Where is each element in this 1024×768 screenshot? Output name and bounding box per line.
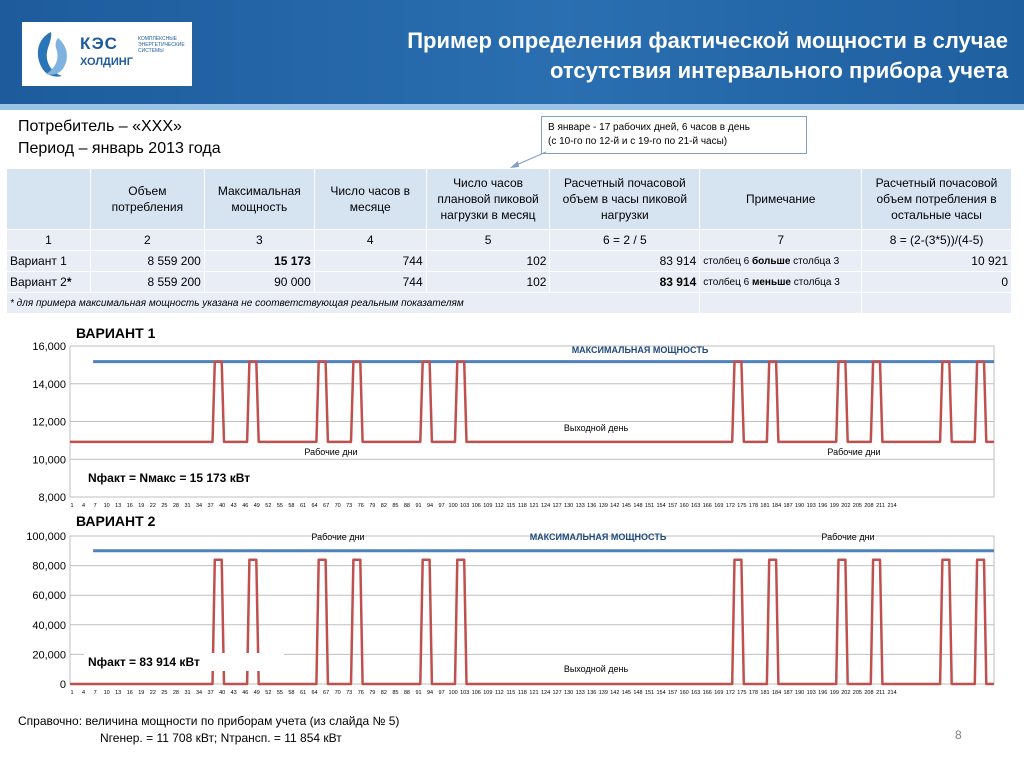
column-number: 6 = 2 / 5 bbox=[550, 230, 700, 251]
column-number: 4 bbox=[314, 230, 426, 251]
x-tick-label: 70 bbox=[334, 503, 341, 509]
x-tick-label: 112 bbox=[494, 690, 504, 696]
annotation-label: Рабочие дни bbox=[304, 447, 358, 457]
x-tick-label: 145 bbox=[621, 690, 631, 696]
x-tick-label: 196 bbox=[818, 690, 828, 696]
x-tick-label: 103 bbox=[460, 690, 470, 696]
x-tick-label: 100 bbox=[448, 690, 458, 696]
header-cell: Число часов в месяце bbox=[314, 169, 426, 230]
empty-cell bbox=[862, 293, 1012, 314]
x-tick-label: 178 bbox=[748, 690, 759, 696]
annotation-label: Рабочие дни bbox=[821, 532, 875, 542]
chart-variant-2 bbox=[8, 512, 1008, 702]
x-tick-label: 31 bbox=[184, 690, 191, 696]
x-tick-label: 40 bbox=[219, 503, 226, 509]
x-tick-label: 109 bbox=[483, 503, 493, 509]
x-tick-label: 64 bbox=[311, 503, 318, 509]
x-tick-label: 58 bbox=[288, 503, 295, 509]
table-header-row bbox=[7, 169, 1012, 230]
other-hours-cell: 10 921 bbox=[862, 251, 1012, 272]
x-tick-label: 61 bbox=[299, 503, 307, 509]
volume-cell: 8 559 200 bbox=[90, 251, 204, 272]
x-tick-label: 184 bbox=[771, 503, 782, 509]
table-footnote: * для примера максимальная мощность указана не соответствующая реальным показателям bbox=[7, 293, 700, 314]
logo-tagline: КОМПЛЕКСНЫЕ ЭНЕРГЕТИЧЕСКИЕ СИСТЕМЫ bbox=[138, 36, 185, 54]
x-tick-label: 118 bbox=[518, 503, 527, 509]
x-tick-label: 10 bbox=[103, 690, 110, 696]
x-tick-label: 157 bbox=[668, 503, 678, 509]
x-tick-label: 142 bbox=[610, 690, 620, 696]
annotation-label: Рабочие дни bbox=[827, 447, 881, 457]
x-tick-label: 118 bbox=[518, 690, 527, 696]
x-tick-label: 25 bbox=[161, 503, 168, 509]
header-cell: Расчетный почасовой объем в часы пиковой нагрузки bbox=[550, 169, 700, 230]
power-cell: 90 000 bbox=[204, 272, 314, 293]
x-tick-label: 19 bbox=[138, 503, 145, 509]
chart-svg bbox=[8, 512, 1008, 702]
x-tick-label: 211 bbox=[876, 690, 885, 696]
peak-hours-cell: 102 bbox=[426, 272, 550, 293]
x-tick-label: 175 bbox=[737, 690, 747, 696]
annotation-label: Рабочие дни bbox=[311, 532, 365, 542]
x-tick-label: 85 bbox=[392, 503, 399, 509]
hours-cell: 744 bbox=[314, 272, 426, 293]
power-result-label: Nфакт = 83 914 кВт bbox=[88, 655, 200, 669]
x-tick-label: 214 bbox=[887, 503, 897, 509]
x-tick-label: 202 bbox=[841, 690, 851, 696]
x-tick-label: 16 bbox=[126, 690, 133, 696]
y-tick-label: 60,000 bbox=[32, 590, 66, 603]
x-tick-label: 46 bbox=[242, 503, 249, 509]
header-cell: Число часов плановой пиковой нагрузки в месяц bbox=[426, 169, 550, 230]
empty-cell bbox=[700, 293, 862, 314]
y-tick-label: 80,000 bbox=[32, 560, 66, 573]
x-tick-label: 13 bbox=[115, 690, 122, 696]
footnote-row bbox=[7, 293, 1012, 314]
other-hours-cell: 0 bbox=[862, 272, 1012, 293]
y-tick-label: 16,000 bbox=[32, 341, 66, 353]
slide-title bbox=[248, 26, 1008, 86]
x-tick-label: 154 bbox=[656, 690, 666, 696]
chart-title: ВАРИАНТ 2 bbox=[76, 513, 156, 529]
variant-label: Вариант 2 bbox=[10, 275, 67, 289]
header-cell bbox=[7, 169, 91, 230]
x-tick-label: 7 bbox=[93, 503, 97, 509]
x-tick-label: 187 bbox=[783, 690, 793, 696]
x-tick-label: 121 bbox=[529, 503, 539, 509]
logo-subtitle: ХОЛДИНГ bbox=[80, 56, 133, 68]
x-tick-label: 97 bbox=[438, 690, 445, 696]
x-tick-label: 40 bbox=[219, 690, 226, 696]
callout-line-1: В январе - 17 рабочих дней, 6 часов в день bbox=[548, 122, 750, 133]
x-tick-label: 193 bbox=[806, 503, 816, 509]
x-tick-label: 13 bbox=[115, 503, 122, 509]
x-tick-label: 196 bbox=[818, 503, 828, 509]
y-tick-label: 12,000 bbox=[32, 416, 66, 429]
column-number: 5 bbox=[426, 230, 550, 251]
x-tick-label: 37 bbox=[207, 503, 214, 509]
max-power-label: МАКСИМАЛЬНАЯ МОЩНОСТЬ bbox=[529, 532, 667, 542]
annotation-label: Выходной день bbox=[563, 664, 629, 674]
calculation-table bbox=[6, 168, 1012, 314]
x-tick-label: 16 bbox=[126, 503, 133, 509]
x-tick-label: 64 bbox=[311, 690, 318, 696]
x-tick-label: 28 bbox=[172, 690, 180, 696]
x-tick-label: 85 bbox=[392, 690, 399, 696]
x-tick-label: 43 bbox=[230, 690, 237, 696]
title-line-1: Пример определения фактической мощности в случае bbox=[407, 28, 1008, 53]
y-tick-label: 10,000 bbox=[32, 454, 66, 467]
working-days-callout bbox=[541, 116, 807, 154]
x-tick-label: 43 bbox=[230, 503, 237, 509]
reference-line-1: Справочно: величина мощности по приборам учета (из слайда № 5) bbox=[18, 714, 400, 728]
x-tick-label: 88 bbox=[403, 690, 411, 696]
column-number-row bbox=[7, 230, 1012, 251]
header-cell: Расчетный почасовой объем потребления в остальные часы bbox=[862, 169, 1012, 230]
x-tick-label: 151 bbox=[644, 503, 655, 509]
hourly-peak-cell: 83 914 bbox=[550, 272, 700, 293]
reference-line-2: Nгенер. = 11 708 кВт; Nтрансп. = 11 854 кВт bbox=[100, 731, 342, 745]
page-number: 8 bbox=[955, 728, 962, 742]
x-tick-label: 1 bbox=[70, 503, 74, 509]
x-tick-label: 169 bbox=[714, 690, 724, 696]
note-emphasis: больше bbox=[751, 255, 791, 267]
x-tick-label: 181 bbox=[760, 503, 770, 509]
x-tick-label: 151 bbox=[644, 690, 655, 696]
annotation-label: Выходной день bbox=[563, 423, 629, 433]
column-number: 2 bbox=[90, 230, 204, 251]
x-tick-label: 76 bbox=[357, 690, 364, 696]
x-tick-label: 127 bbox=[552, 690, 562, 696]
x-tick-label: 154 bbox=[656, 503, 666, 509]
slide-header bbox=[0, 0, 1024, 104]
x-tick-label: 76 bbox=[357, 503, 364, 509]
x-tick-label: 193 bbox=[806, 690, 816, 696]
x-tick-label: 82 bbox=[380, 690, 387, 696]
y-tick-label: 14,000 bbox=[32, 378, 66, 391]
x-tick-label: 163 bbox=[691, 503, 701, 509]
x-tick-label: 49 bbox=[253, 503, 260, 509]
x-tick-label: 124 bbox=[540, 690, 551, 696]
x-tick-label: 61 bbox=[299, 690, 307, 696]
note-cell bbox=[700, 251, 862, 272]
x-tick-label: 115 bbox=[506, 503, 516, 509]
logo-swirl-icon bbox=[28, 28, 74, 80]
column-number: 3 bbox=[204, 230, 314, 251]
x-tick-label: 109 bbox=[483, 690, 493, 696]
x-tick-label: 31 bbox=[184, 503, 191, 509]
variant-label: Вариант 1 bbox=[10, 254, 67, 268]
y-tick-label: 100,000 bbox=[26, 531, 66, 543]
y-tick-label: 0 bbox=[59, 679, 66, 691]
x-tick-label: 91 bbox=[415, 503, 422, 509]
hourly-peak-cell: 83 914 bbox=[550, 251, 700, 272]
column-number: 7 bbox=[700, 230, 862, 251]
x-tick-label: 169 bbox=[714, 503, 724, 509]
chart-svg bbox=[8, 322, 1008, 514]
x-tick-label: 205 bbox=[852, 503, 862, 509]
variant-name bbox=[7, 272, 91, 293]
header-cell: Примечание bbox=[700, 169, 862, 230]
x-tick-label: 205 bbox=[852, 690, 862, 696]
x-tick-label: 22 bbox=[149, 503, 156, 509]
x-tick-label: 46 bbox=[242, 690, 249, 696]
header-cell: Максимальная мощность bbox=[204, 169, 314, 230]
x-tick-label: 157 bbox=[668, 690, 678, 696]
x-tick-label: 172 bbox=[725, 690, 735, 696]
x-tick-label: 79 bbox=[369, 690, 376, 696]
variant-star: * bbox=[66, 275, 72, 289]
x-tick-label: 160 bbox=[679, 690, 689, 696]
x-tick-label: 34 bbox=[195, 690, 203, 696]
x-tick-label: 73 bbox=[346, 690, 353, 696]
x-tick-label: 166 bbox=[702, 690, 712, 696]
x-tick-label: 52 bbox=[265, 690, 272, 696]
logo-name: КЭС bbox=[80, 34, 118, 53]
x-tick-label: 94 bbox=[426, 503, 434, 509]
x-tick-label: 214 bbox=[887, 690, 897, 696]
max-power-label: МАКСИМАЛЬНАЯ МОЩНОСТЬ bbox=[571, 345, 709, 355]
note-text: столбец 6 bbox=[703, 255, 752, 267]
x-tick-label: 121 bbox=[529, 690, 539, 696]
callout-line-2: (с 10-го по 12-й и с 19-го по 21-й часы) bbox=[548, 136, 728, 147]
x-tick-label: 208 bbox=[864, 503, 874, 509]
x-tick-label: 127 bbox=[552, 503, 562, 509]
x-tick-label: 148 bbox=[633, 690, 643, 696]
table-row bbox=[7, 251, 1012, 272]
x-tick-label: 67 bbox=[323, 503, 330, 509]
x-tick-label: 199 bbox=[829, 503, 839, 509]
x-tick-label: 130 bbox=[564, 503, 574, 509]
peak-hours-cell: 102 bbox=[426, 251, 550, 272]
note-text: столбца 3 bbox=[791, 276, 840, 288]
x-tick-label: 22 bbox=[149, 690, 156, 696]
variant-name bbox=[7, 251, 91, 272]
x-tick-label: 130 bbox=[564, 690, 574, 696]
note-text: столбца 3 bbox=[790, 255, 840, 267]
x-tick-label: 166 bbox=[702, 503, 712, 509]
x-tick-label: 19 bbox=[138, 690, 145, 696]
chart-title: ВАРИАНТ 1 bbox=[76, 325, 156, 341]
x-tick-label: 25 bbox=[161, 690, 168, 696]
period-line: Период – январь 2013 года bbox=[18, 140, 221, 157]
x-tick-label: 136 bbox=[587, 690, 597, 696]
x-tick-label: 82 bbox=[380, 503, 387, 509]
chart-variant-1 bbox=[8, 322, 1008, 514]
x-tick-label: 70 bbox=[334, 690, 341, 696]
x-tick-label: 178 bbox=[748, 503, 759, 509]
x-tick-label: 139 bbox=[598, 690, 608, 696]
power-cell: 15 173 bbox=[204, 251, 314, 272]
note-emphasis: меньше bbox=[751, 276, 791, 288]
x-tick-label: 133 bbox=[575, 503, 585, 509]
x-tick-label: 139 bbox=[598, 503, 608, 509]
callout-arrow-icon bbox=[500, 150, 550, 170]
x-tick-label: 124 bbox=[540, 503, 551, 509]
y-tick-label: 8,000 bbox=[38, 492, 66, 504]
x-tick-label: 208 bbox=[864, 690, 874, 696]
x-tick-label: 211 bbox=[876, 503, 885, 509]
consumer-info bbox=[18, 116, 221, 160]
x-tick-label: 49 bbox=[253, 690, 260, 696]
x-tick-label: 1 bbox=[70, 690, 74, 696]
company-logo bbox=[22, 22, 192, 86]
x-tick-label: 10 bbox=[103, 503, 110, 509]
x-tick-label: 172 bbox=[725, 503, 735, 509]
x-tick-label: 91 bbox=[415, 690, 422, 696]
x-tick-label: 136 bbox=[587, 503, 597, 509]
y-tick-label: 20,000 bbox=[32, 649, 66, 662]
title-line-2: отсутствия интервального прибора учета bbox=[549, 58, 1008, 83]
x-tick-label: 94 bbox=[426, 690, 434, 696]
x-tick-label: 187 bbox=[783, 503, 793, 509]
hours-cell: 744 bbox=[314, 251, 426, 272]
x-tick-label: 79 bbox=[369, 503, 376, 509]
x-tick-label: 28 bbox=[172, 503, 180, 509]
column-number: 8 = (2-(3*5))/(4-5) bbox=[862, 230, 1012, 251]
header-cell: Объем потребления bbox=[90, 169, 204, 230]
x-tick-label: 202 bbox=[841, 503, 851, 509]
x-tick-label: 55 bbox=[276, 690, 283, 696]
x-tick-label: 199 bbox=[829, 690, 839, 696]
x-tick-label: 73 bbox=[346, 503, 353, 509]
consumer-line: Потребитель – «ХХХ» bbox=[18, 118, 182, 135]
x-tick-label: 55 bbox=[276, 503, 283, 509]
x-tick-label: 160 bbox=[679, 503, 689, 509]
x-tick-label: 97 bbox=[438, 503, 445, 509]
x-tick-label: 148 bbox=[633, 503, 643, 509]
x-tick-label: 190 bbox=[795, 690, 805, 696]
x-tick-label: 106 bbox=[471, 690, 481, 696]
x-tick-label: 184 bbox=[771, 690, 782, 696]
x-tick-label: 142 bbox=[610, 503, 620, 509]
power-result-label: Nфакт = Nмакс = 15 173 кВт bbox=[88, 471, 251, 485]
x-tick-label: 52 bbox=[265, 503, 272, 509]
x-tick-label: 145 bbox=[621, 503, 631, 509]
x-tick-label: 34 bbox=[195, 503, 203, 509]
y-tick-label: 40,000 bbox=[32, 619, 66, 632]
x-tick-label: 67 bbox=[323, 690, 330, 696]
x-tick-label: 100 bbox=[448, 503, 458, 509]
x-tick-label: 4 bbox=[82, 503, 86, 509]
x-tick-label: 175 bbox=[737, 503, 747, 509]
note-cell bbox=[700, 272, 862, 293]
note-text: столбец 6 bbox=[703, 276, 752, 288]
volume-cell: 8 559 200 bbox=[90, 272, 204, 293]
x-tick-label: 112 bbox=[494, 503, 504, 509]
x-tick-label: 106 bbox=[471, 503, 481, 509]
x-tick-label: 115 bbox=[506, 690, 516, 696]
header-stripe bbox=[0, 104, 1024, 110]
reference-note bbox=[18, 713, 399, 747]
x-tick-label: 4 bbox=[82, 690, 86, 696]
column-number: 1 bbox=[7, 230, 91, 251]
x-tick-label: 88 bbox=[403, 503, 411, 509]
x-tick-label: 7 bbox=[93, 690, 97, 696]
x-tick-label: 37 bbox=[207, 690, 214, 696]
x-tick-label: 190 bbox=[795, 503, 805, 509]
x-tick-label: 103 bbox=[460, 503, 470, 509]
x-tick-label: 58 bbox=[288, 690, 295, 696]
table-row bbox=[7, 272, 1012, 293]
x-tick-label: 163 bbox=[691, 690, 701, 696]
x-tick-label: 133 bbox=[575, 690, 585, 696]
x-tick-label: 181 bbox=[760, 690, 770, 696]
